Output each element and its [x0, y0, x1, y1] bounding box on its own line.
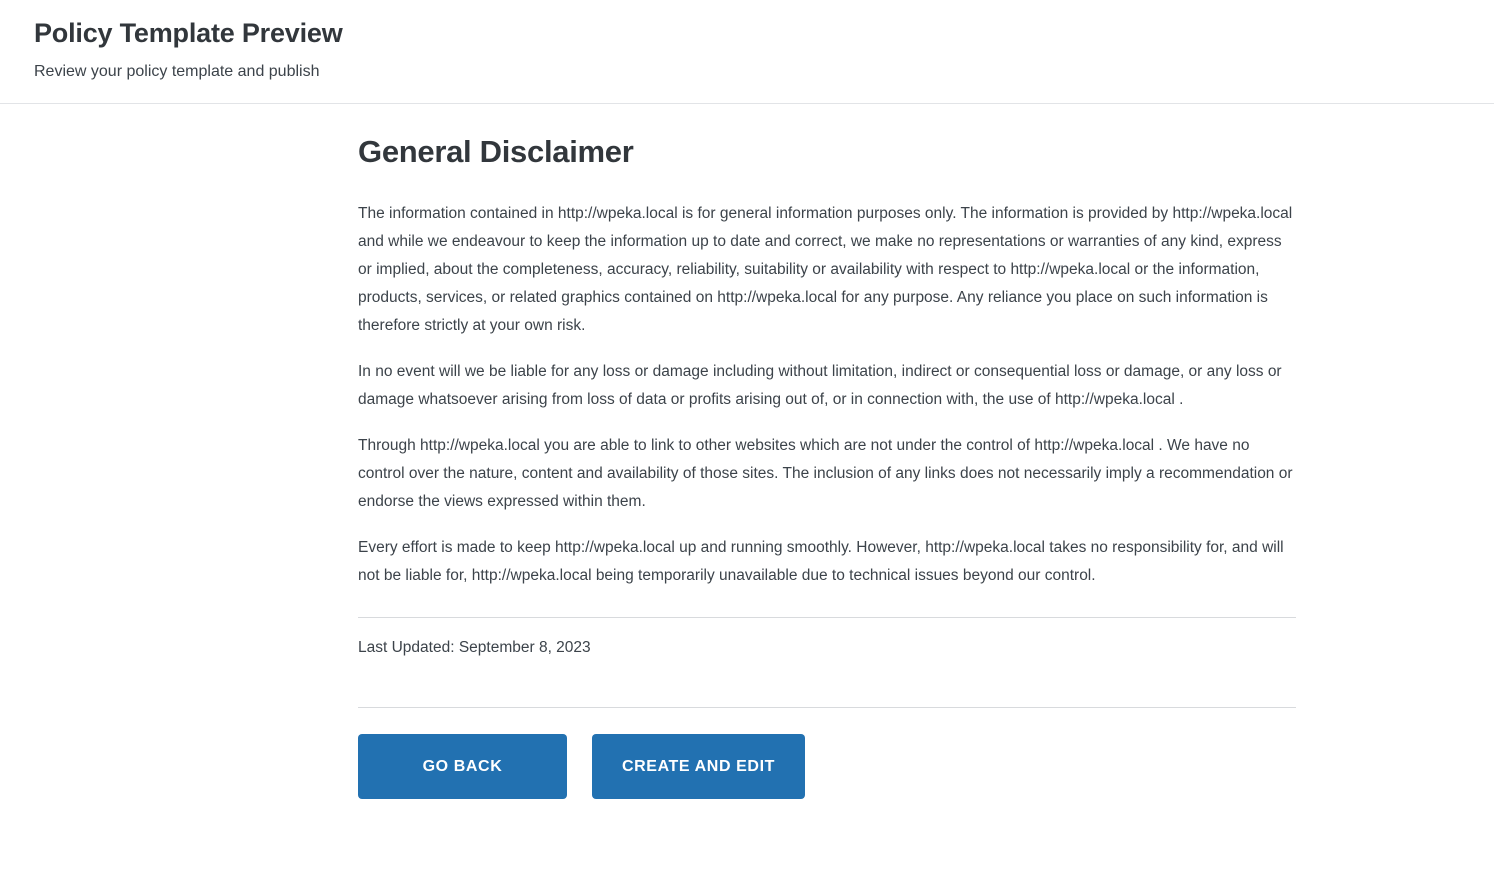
go-back-button[interactable]: GO BACK — [358, 734, 567, 799]
last-updated-text: Last Updated: September 8, 2023 — [358, 639, 591, 656]
content-area — [0, 104, 1494, 799]
policy-title: General Disclaimer — [358, 134, 634, 169]
action-bar — [358, 708, 1296, 799]
page-header — [0, 0, 1494, 104]
page-title: Policy Template Preview — [34, 18, 343, 48]
policy-paragraph: Every effort is made to keep http://wpeka.local up and running smoothly. However, http://wpeka.local takes no responsibility for, and will not be liable for, http://wpeka.local being temporarily unavailable due to technical issues beyond our control. — [358, 539, 1284, 584]
policy-paragraph: Through http://wpeka.local you are able to link to other websites which are not under the control of http://wpeka.local . We have no control over the nature, content and availability of those sites. The inclusion of any links does not necessarily imply a recommendation or endorse the views expressed within them. — [358, 437, 1293, 510]
create-and-edit-button[interactable]: CREATE AND EDIT — [592, 734, 805, 799]
policy-paragraph: In no event will we be liable for any loss or damage including without limitation, indirect or consequential loss or damage, or any loss or damage whatsoever arising from loss of data or profits arising out of, or in connection with, the use of http://wpeka.local . — [358, 363, 1282, 408]
page-subtitle: Review your policy template and publish — [34, 63, 320, 80]
policy-document — [358, 134, 1296, 799]
policy-paragraph: The information contained in http://wpeka.local is for general information purposes only. The information is provided by http://wpeka.local and while we endeavour to keep the information up to date and correct, we make no representations or warranties of any kind, express or implied, about the completeness, accuracy, reliability, suitability or availability with respect to http://wpeka.local or the information, products, services, or related graphics contained on http://wpeka.local for any purpose. Any reliance you place on such information is therefore strictly at your own risk. — [358, 205, 1293, 334]
